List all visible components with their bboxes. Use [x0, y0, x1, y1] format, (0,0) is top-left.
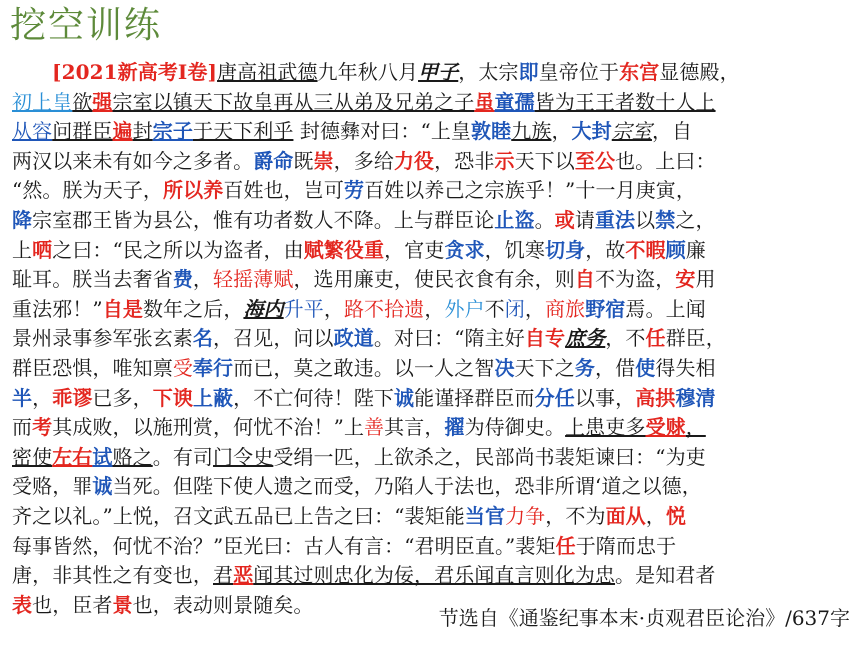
highlighted-word: 费 — [172, 267, 193, 292]
highlighted-word: 路不拾遗 — [343, 296, 425, 321]
highlighted-word: 皆为王王者数十人上 — [534, 89, 716, 114]
highlighted-word: [2021新高考Ⅰ卷] — [52, 60, 218, 84]
text-run: 已多， — [92, 385, 153, 410]
passage-line — [12, 236, 850, 266]
passage-line — [12, 413, 850, 443]
highlighted-word: 力役 — [393, 148, 435, 173]
highlighted-word: 问群臣 — [52, 119, 113, 144]
passage-line — [12, 472, 850, 502]
highlighted-word: 半 — [12, 385, 33, 410]
highlighted-word: 于天下利乎 — [192, 119, 294, 144]
highlighted-word: 唐高祖武德 — [217, 60, 318, 84]
highlighted-word: 务 — [574, 355, 595, 380]
highlighted-word: 从容 — [12, 119, 53, 144]
highlighted-word: 任 — [645, 326, 666, 351]
highlighted-word: 奉行 — [192, 355, 234, 380]
text-run: 天下之 — [514, 355, 575, 380]
highlighted-word: 君 — [213, 563, 234, 588]
highlighted-word: 重法 — [594, 207, 636, 232]
text-run: ，不亡何待！陛下 — [233, 385, 394, 410]
highlighted-word: 遍 — [112, 119, 133, 144]
highlighted-word: 劳 — [343, 178, 365, 203]
highlighted-word: 轻摇薄赋 — [213, 267, 294, 292]
passage-line — [12, 265, 850, 295]
text-run: 九年秋八月 — [317, 60, 419, 84]
highlighted-word: 东宫 — [619, 60, 660, 84]
highlighted-word: 宗室以镇天下故皇再从三从弟及兄弟之子 — [112, 89, 475, 114]
passage-line — [12, 354, 850, 384]
highlighted-word: 决 — [494, 355, 515, 380]
source-citation: 节选自《通鉴纪事本末·贞观君臣论治》/637字 — [438, 606, 850, 630]
text-run: 群臣恐惧，唯知禀 — [12, 355, 173, 380]
text-run: ， — [323, 296, 344, 321]
highlighted-word: 下谀 — [152, 385, 193, 410]
text-run: 上 — [12, 237, 33, 262]
text-run: 受赂，罪 — [12, 474, 93, 499]
text-run: ，太宗 — [458, 60, 519, 84]
highlighted-word: 海内 — [243, 296, 284, 321]
text-run: 耻耳。朕当去奢省 — [12, 267, 173, 292]
passage-line — [12, 206, 850, 236]
passage-line — [12, 147, 850, 177]
text-run: ，不 — [605, 326, 646, 351]
highlighted-word: 试 — [92, 444, 113, 469]
highlighted-word: 哂 — [32, 237, 53, 262]
text-run: 之曰：“民之所以为盗者，由 — [52, 237, 304, 262]
highlighted-word: 分任 — [534, 385, 575, 410]
highlighted-word: 或 — [554, 207, 575, 232]
text-run: 。对曰：“隋主好 — [373, 326, 525, 351]
highlighted-word: 善 — [364, 415, 385, 440]
text-run: ，饥寒 — [484, 237, 545, 262]
highlighted-word: 爵命 — [253, 148, 294, 173]
text-run: ， — [192, 267, 214, 292]
highlighted-word: 欲 — [72, 89, 93, 114]
highlighted-word: 力争 — [505, 503, 546, 528]
highlighted-word: 升平 — [283, 296, 324, 321]
highlighted-word: 闻其过则忠化为佞，君乐闻直言则化为忠 — [253, 563, 616, 588]
highlighted-word: 大封 — [571, 119, 612, 144]
slide-title: 挖空训练 — [10, 5, 163, 46]
text-run: 而 — [12, 415, 33, 440]
highlighted-word: 赂之 — [112, 444, 153, 469]
passage-line — [12, 88, 850, 118]
passage-line — [12, 58, 850, 88]
text-run: ，借 — [594, 355, 636, 380]
highlighted-word: 野宿 — [585, 296, 626, 321]
passage-line — [12, 443, 850, 473]
passage-line — [12, 295, 850, 325]
highlighted-word: 宗子 — [152, 119, 193, 144]
highlighted-word: 止盗 — [494, 207, 535, 232]
highlighted-word: 闭 — [504, 296, 525, 321]
highlighted-word: 乖谬 — [52, 385, 93, 410]
text-run: 既 — [293, 148, 314, 173]
text-run: 为侍御史。 — [464, 415, 566, 440]
highlighted-word: 贪求 — [444, 237, 485, 262]
text-run: ，自 — [651, 119, 693, 144]
highlighted-word: 甲子 — [418, 60, 459, 84]
text-run: 也，臣者 — [32, 592, 113, 617]
highlighted-word: 表 — [12, 592, 33, 617]
text-run: 封德彝对曰：“上皇 — [293, 119, 472, 144]
text-run: 其言， — [384, 415, 445, 440]
text-run: ， — [524, 296, 545, 321]
text-run: 以事， — [574, 385, 636, 410]
text-run: 重法邪！” — [12, 296, 103, 321]
text-run: 请 — [574, 207, 595, 232]
highlighted-word: 自 — [574, 267, 595, 292]
highlighted-word: 切身 — [544, 237, 586, 262]
text-run: 皇帝位于 — [538, 60, 620, 84]
text-run: 焉。上闻 — [625, 296, 706, 321]
highlighted-word: 考 — [32, 415, 53, 440]
text-run: 以 — [635, 207, 656, 232]
text-run: 也。上曰： — [615, 148, 716, 173]
highlighted-word: 外户 — [444, 296, 485, 321]
passage-line — [12, 561, 850, 591]
text-run: 齐之以礼。”上悦，召文武五品已上告之曰：“裴矩能 — [12, 503, 465, 528]
highlighted-word: 恶 — [233, 563, 254, 588]
text-run: 群臣， — [665, 326, 726, 351]
text-run: 而已，莫之敢违。以一人之智 — [233, 355, 495, 380]
text-run: ， — [424, 296, 445, 321]
highlighted-word: 政道 — [333, 326, 374, 351]
highlighted-word: 至公 — [574, 148, 616, 173]
passage-line — [12, 176, 850, 206]
highlighted-word: 门令史 — [213, 444, 274, 469]
highlighted-word: 封 — [132, 119, 153, 144]
passage-line — [12, 532, 850, 562]
text-run: ，不为 — [545, 503, 606, 528]
highlighted-word: 即 — [518, 60, 539, 84]
highlighted-word: 自专 — [524, 326, 566, 351]
highlighted-word: 顾 — [665, 237, 686, 262]
highlighted-word: 面从 — [605, 503, 646, 528]
highlighted-word: 高拱 — [635, 385, 676, 410]
highlighted-word: 降 — [12, 207, 33, 232]
highlighted-word: 景 — [112, 592, 133, 617]
text-run: 。有司 — [152, 444, 214, 469]
text-run: 百姓以养己之宗族乎！”十一月庚寅， — [364, 178, 696, 203]
text-run: 唐，非其性之有变也， — [12, 563, 213, 588]
highlighted-word: 童孺 — [494, 89, 535, 114]
text-run: 数年之后， — [142, 296, 244, 321]
text-run: 得失相 — [655, 355, 716, 380]
highlighted-word: 上患吏多 — [565, 415, 646, 440]
highlighted-word: 赋繁役重 — [303, 237, 385, 262]
highlighted-word: 所以养 — [163, 178, 224, 203]
text-run: 能谨择群臣而 — [414, 385, 535, 410]
text-run: 不为盗， — [594, 267, 676, 292]
text-run: 用 — [695, 267, 716, 292]
text-run: 受绢一匹，上欲杀之，民部尚书裴矩谏曰：“为吏 — [273, 444, 706, 469]
passage-line — [12, 117, 850, 147]
highlighted-word: 禁 — [655, 207, 676, 232]
text-run: 其成败，以施刑赏，何忧不治！”上 — [52, 415, 365, 440]
highlighted-word: 当官 — [464, 503, 506, 528]
highlighted-word: 名 — [192, 326, 214, 351]
highlighted-word: 自是 — [102, 296, 143, 321]
highlighted-word: 密使 — [12, 444, 53, 469]
text-run: 百姓也，岂可 — [223, 178, 344, 203]
highlighted-word: 受赇 — [645, 415, 686, 440]
passage-line — [12, 324, 850, 354]
highlighted-word: 宗室 — [611, 119, 652, 144]
text-run: 不 — [484, 296, 505, 321]
text-run: 廉 — [685, 237, 706, 262]
highlighted-word: 受 — [172, 355, 193, 380]
highlighted-word: 擢 — [444, 415, 465, 440]
highlighted-word: 强 — [92, 89, 113, 114]
highlighted-word: 诚 — [92, 474, 113, 499]
passage-text — [12, 58, 850, 620]
highlighted-word: 悦 — [665, 503, 686, 528]
highlighted-word: 商旅 — [545, 296, 586, 321]
highlighted-word: 九族 — [511, 119, 552, 144]
highlighted-word: 虽 — [474, 89, 495, 114]
highlighted-word: 示 — [494, 148, 515, 173]
text-run: 。 — [534, 207, 555, 232]
highlighted-word: 任 — [555, 533, 576, 558]
text-run: ，官吏 — [384, 237, 445, 262]
highlighted-word: 左右 — [52, 444, 93, 469]
highlighted-word: 使 — [635, 355, 656, 380]
text-run: “然。朕为天子， — [12, 178, 164, 203]
text-run: 当死。但陛下使人遗之而受，乃陷人于法也，恐非所谓‘道之以德， — [112, 474, 702, 499]
text-run: 景州录事参军张玄素 — [12, 326, 193, 351]
text-run: ， — [32, 385, 53, 410]
highlighted-word: 初上皇 — [12, 89, 73, 114]
highlighted-word: 安 — [675, 267, 696, 292]
text-run: 显德殿， — [659, 60, 740, 84]
text-run: 每事皆然，何忧不治？”臣光曰：古人有言：“君明臣直。”裴矩 — [12, 533, 556, 558]
text-run: ， — [645, 503, 666, 528]
highlighted-word: 穆清 — [675, 385, 716, 410]
text-run: ，故 — [585, 237, 626, 262]
text-run: ，恐非 — [434, 148, 495, 173]
text-run: 宗室郡王皆为县公，惟有功者数人不降。上与群臣论 — [32, 207, 495, 232]
text-run: ，多给 — [333, 148, 394, 173]
text-run: 之， — [675, 207, 716, 232]
highlighted-word: 上蔽 — [192, 385, 234, 410]
highlighted-word: ， — [685, 415, 706, 440]
highlighted-word: 庶务 — [565, 326, 606, 351]
highlighted-word: 不暇 — [625, 237, 666, 262]
text-run: ， — [551, 119, 572, 144]
text-run: 于隋而忠于 — [575, 533, 677, 558]
highlighted-word: 敦睦 — [471, 119, 512, 144]
passage-line — [12, 384, 850, 414]
highlighted-word: 崇 — [313, 148, 334, 173]
passage-line — [12, 502, 850, 532]
highlighted-word: 诚 — [393, 385, 415, 410]
text-run: 也，表动则景随矣。 — [132, 592, 314, 617]
text-run: 两汉以来未有如今之多者。 — [12, 148, 254, 173]
text-run: 天下以 — [514, 148, 575, 173]
text-run: 。是知君者 — [615, 563, 716, 588]
text-run: ，选用廉吏，使民衣食有余，则 — [293, 267, 575, 292]
text-run: ，召见，问以 — [213, 326, 334, 351]
